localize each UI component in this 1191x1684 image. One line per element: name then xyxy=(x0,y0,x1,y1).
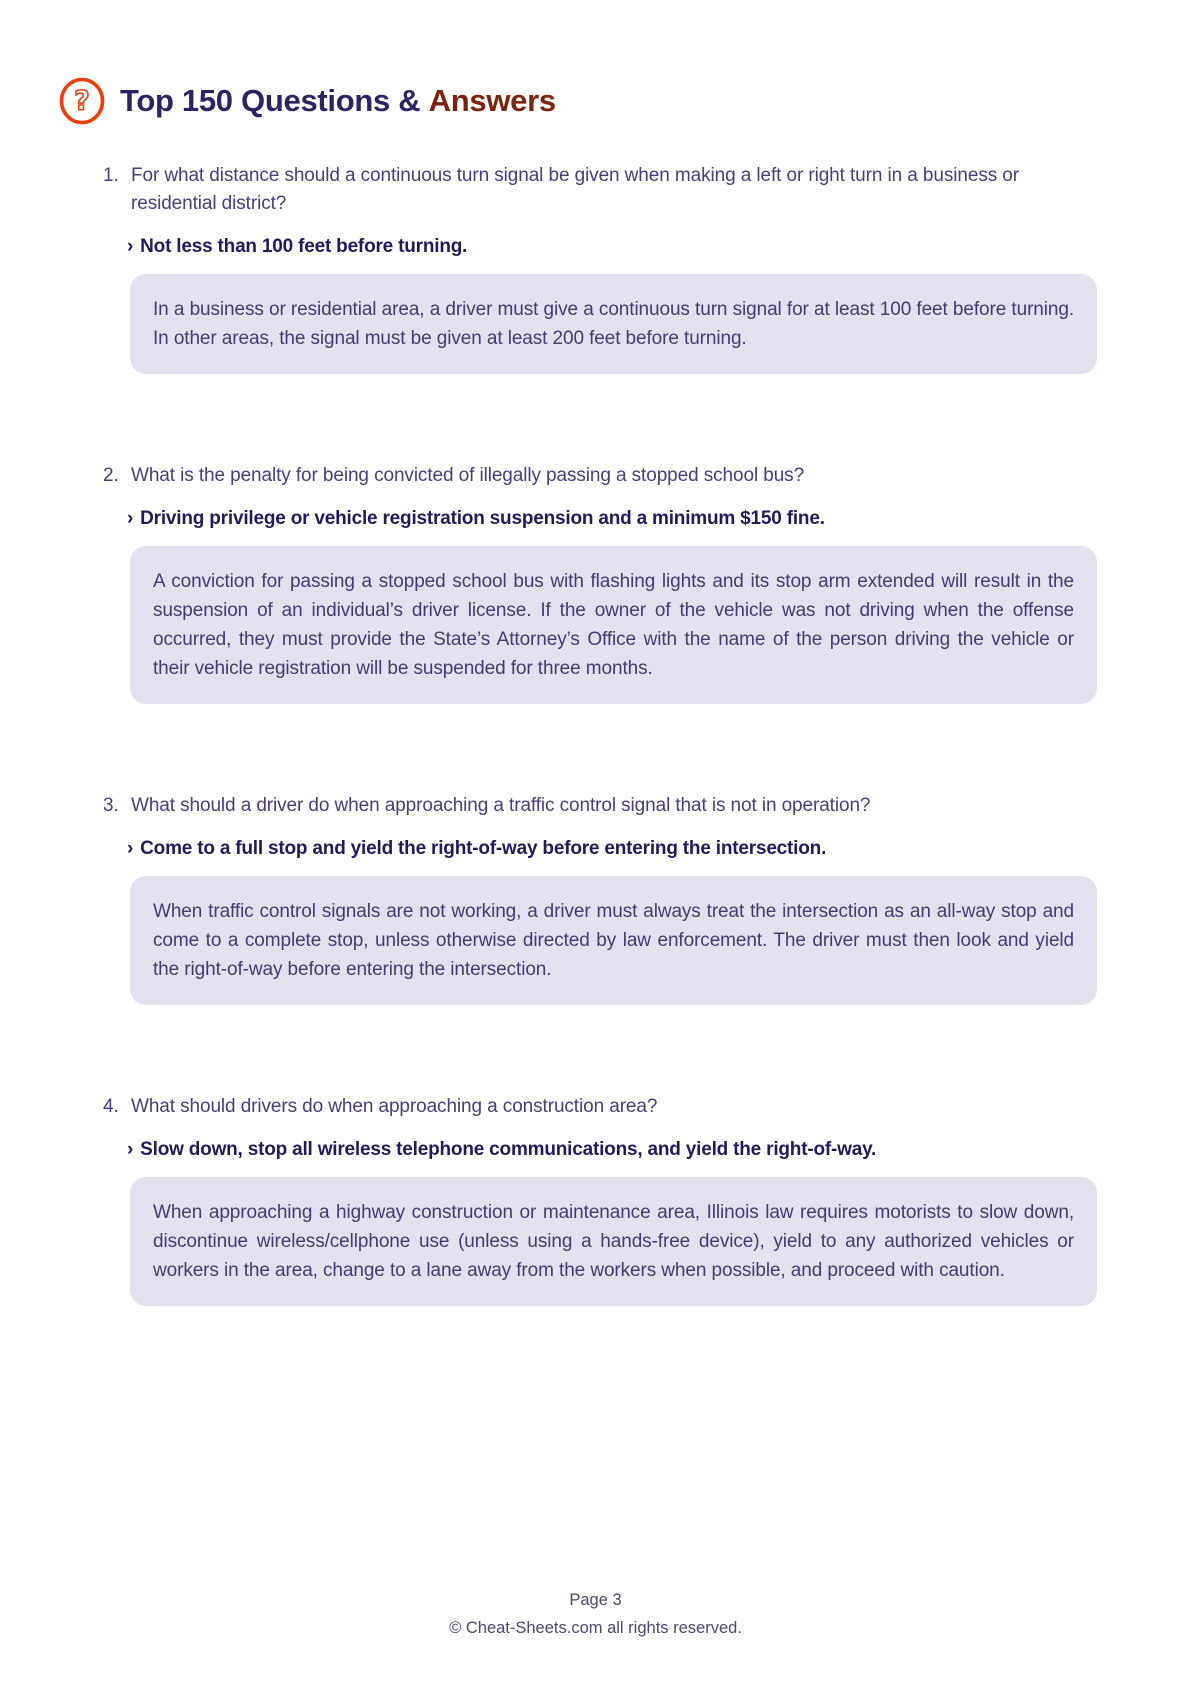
answer-line xyxy=(127,1139,1097,1161)
explanation-box: When approaching a highway construction or maintenance area, Illinois law requires motorists to slow down, discontinue wireless/cellphone use (unless using a hands-free device), yield to any authorized vehicles or workers in the area, change to a lane away from the workers when possible, and proceed with caution. xyxy=(130,1177,1097,1306)
question-text: What is the penalty for being convicted of illegally passing a stopped school bus? xyxy=(131,465,805,486)
answer-line xyxy=(127,508,1097,530)
answer-text: Come to a full stop and yield the right-of-way before entering the intersection. xyxy=(140,838,827,859)
svg-text:?: ? xyxy=(74,85,90,117)
question-number: 1. xyxy=(103,165,119,186)
answer-line xyxy=(127,838,1097,860)
page-title xyxy=(120,84,556,118)
question-text: What should drivers do when approaching a construction area? xyxy=(131,1096,658,1117)
question-number: 3. xyxy=(103,795,119,816)
answer-text: Not less than 100 feet before turning. xyxy=(140,236,468,257)
answer-chevron-icon: › xyxy=(127,236,134,257)
qa-item-2 xyxy=(103,462,1097,704)
page-footer xyxy=(0,1586,1191,1642)
explanation-box: In a business or residential area, a driver must give a continuous turn signal for at least 100 feet before turning. In other areas, the signal must be given at least 200 feet before turning. xyxy=(130,274,1097,374)
page-title-main: Top 150 Questions & xyxy=(120,82,421,118)
answer-chevron-icon: › xyxy=(127,838,134,859)
page-header xyxy=(0,0,1191,126)
question-text: For what distance should a continuous turn signal be given when making a left or right turn in a business or residential district? xyxy=(131,165,1019,214)
page-title-accent: Answers xyxy=(428,82,556,118)
qa-item-3 xyxy=(103,792,1097,1005)
qa-item-1 xyxy=(103,162,1097,374)
answer-chevron-icon: › xyxy=(127,508,134,529)
answer-line xyxy=(127,236,1097,258)
question-row xyxy=(103,462,1097,490)
question-row xyxy=(103,162,1097,218)
question-number: 4. xyxy=(103,1096,119,1117)
question-circle-icon xyxy=(58,76,106,126)
question-row xyxy=(103,1093,1097,1121)
answer-text: Slow down, stop all wireless telephone communications, and yield the right-of-way. xyxy=(140,1139,877,1160)
explanation-box: When traffic control signals are not working, a driver must always treat the intersection as an all-way stop and come to a complete stop, unless otherwise directed by law enforcement. The driver must then look and yield the right-of-way before entering the intersection. xyxy=(130,876,1097,1005)
question-row xyxy=(103,792,1097,820)
qa-item-4 xyxy=(103,1093,1097,1306)
copyright-text: © Cheat-Sheets.com all rights reserved. xyxy=(449,1619,742,1637)
question-text: What should a driver do when approaching a traffic control signal that is not in operation? xyxy=(131,795,871,816)
page-number: Page 3 xyxy=(569,1591,622,1609)
question-number: 2. xyxy=(103,465,119,486)
qa-list xyxy=(0,126,1191,1306)
answer-text: Driving privilege or vehicle registration suspension and a minimum $150 fine. xyxy=(140,508,825,529)
explanation-box: A conviction for passing a stopped school bus with flashing lights and its stop arm extended will result in the suspension of an individual’s driver license. If the owner of the vehicle was not driving when the offense occurred, they must provide the State’s Attorney’s Office with the name of the person driving the vehicle or their vehicle registration will be suspended for three months. xyxy=(130,546,1097,704)
answer-chevron-icon: › xyxy=(127,1139,134,1160)
